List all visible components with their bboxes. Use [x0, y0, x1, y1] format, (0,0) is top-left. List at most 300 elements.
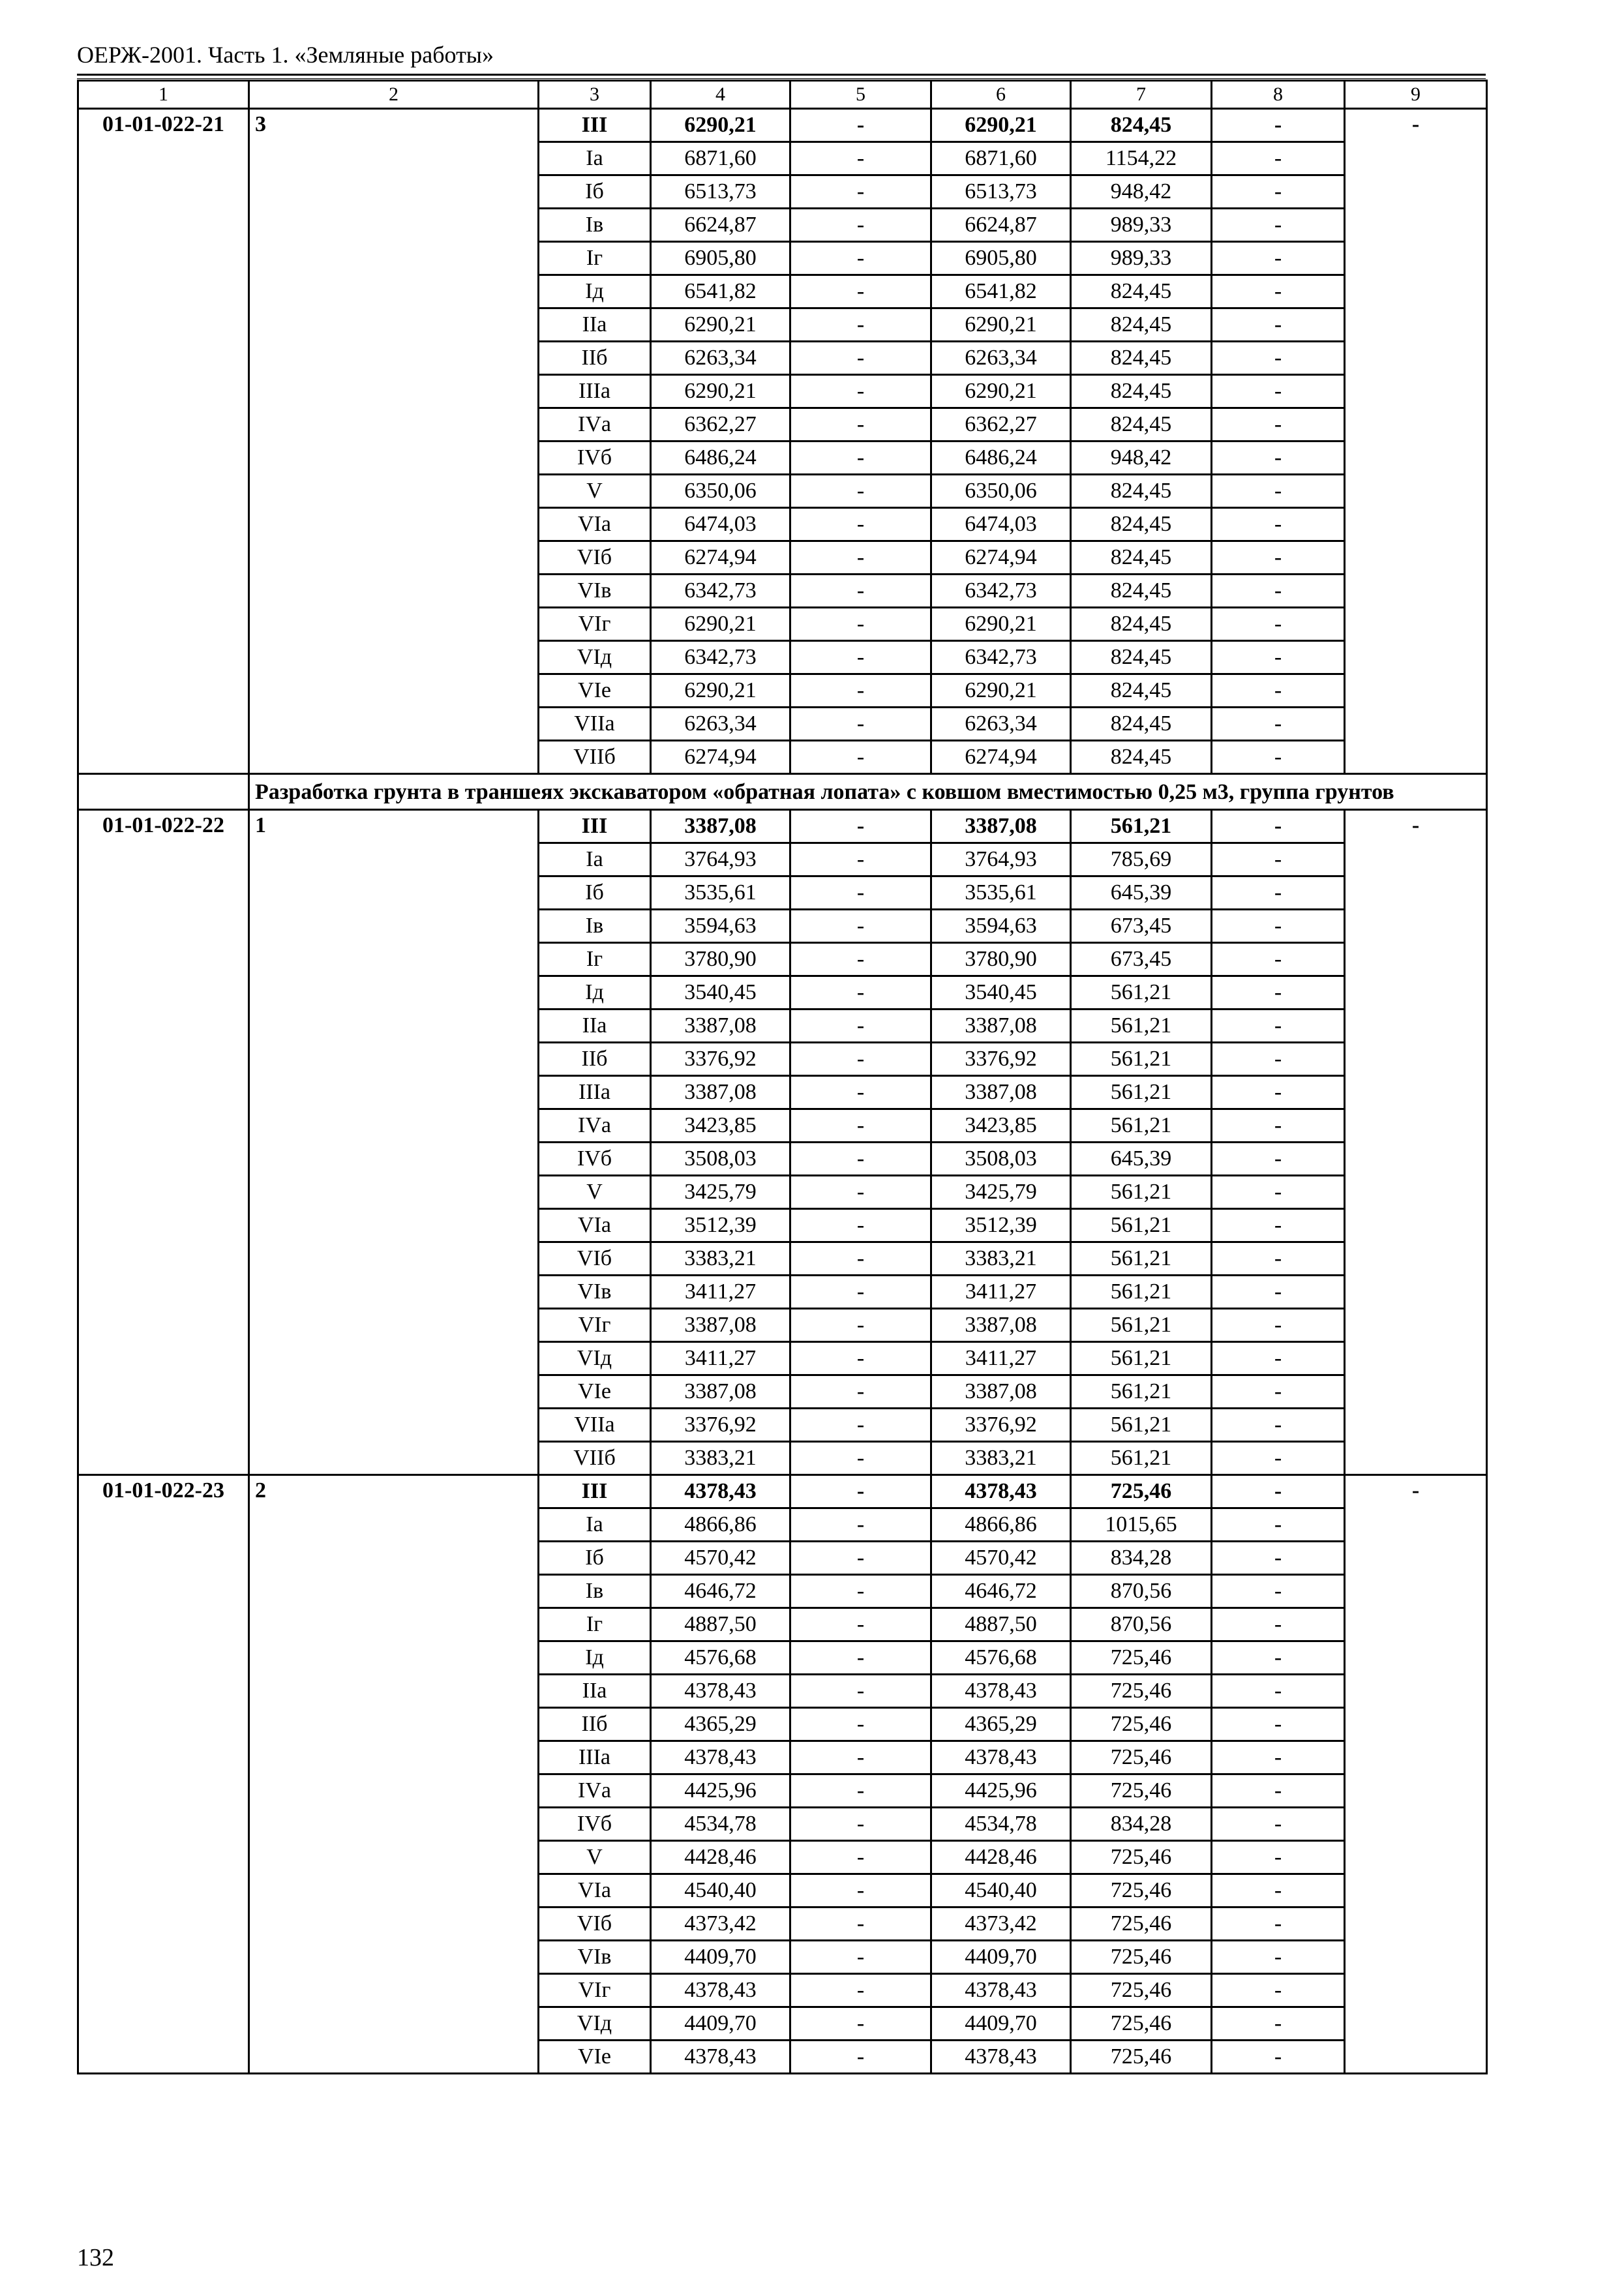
machine-cost: 6290,21: [931, 608, 1071, 641]
soil-group: V: [539, 1841, 651, 1874]
soil-group: VIб: [539, 1908, 651, 1941]
column-5-value: -: [790, 342, 931, 375]
column-5-value: -: [790, 1242, 931, 1276]
column-7-value: 725,46: [1071, 2041, 1212, 2074]
machine-cost: 6263,34: [931, 342, 1071, 375]
column-7-value: 561,21: [1071, 1409, 1212, 1442]
column-5-value: -: [790, 1941, 931, 1974]
column-8-value: -: [1212, 408, 1345, 441]
column-header-2: 2: [249, 81, 539, 109]
column-8-value: -: [1212, 1741, 1345, 1774]
column-5-value: -: [790, 1109, 931, 1143]
machine-cost: 3411,27: [931, 1342, 1071, 1375]
column-5-value: -: [790, 175, 931, 209]
column-8-value: -: [1212, 608, 1345, 641]
machine-cost: 4365,29: [931, 1708, 1071, 1741]
soil-group: VIг: [539, 1974, 651, 2007]
table-row: [78, 109, 1487, 142]
machine-cost: 6274,94: [931, 741, 1071, 774]
column-5-value: -: [790, 876, 931, 910]
machine-cost: 3383,21: [931, 1442, 1071, 1475]
column-8-value: -: [1212, 1774, 1345, 1808]
column-5-value: -: [790, 1874, 931, 1908]
column-7-value: 725,46: [1071, 1974, 1212, 2007]
total-cost: 4409,70: [651, 2007, 790, 2041]
column-5-value: -: [790, 1974, 931, 2007]
soil-group: VIд: [539, 641, 651, 674]
soil-group: Iб: [539, 1542, 651, 1575]
total-cost: 3383,21: [651, 1442, 790, 1475]
column-5-value: -: [790, 275, 931, 308]
column-8-value: -: [1212, 441, 1345, 475]
soil-group: VIе: [539, 674, 651, 708]
total-cost: 6274,94: [651, 541, 790, 575]
column-9-value: -: [1345, 1475, 1487, 2074]
machine-cost: 3387,08: [931, 1010, 1071, 1043]
column-header-row: [78, 81, 1487, 109]
column-5-value: -: [790, 976, 931, 1010]
column-8-value: -: [1212, 1309, 1345, 1342]
section-spacer: [78, 774, 249, 810]
machine-cost: 3387,08: [931, 1309, 1071, 1342]
column-8-value: -: [1212, 1143, 1345, 1176]
total-cost: 6290,21: [651, 109, 790, 142]
column-7-value: 785,69: [1071, 843, 1212, 876]
soil-group: IIа: [539, 1010, 651, 1043]
column-8-value: -: [1212, 475, 1345, 508]
column-8-value: -: [1212, 1941, 1345, 1974]
soil-group: VIа: [539, 1874, 651, 1908]
total-cost: 4373,42: [651, 1908, 790, 1941]
column-5-value: -: [790, 1542, 931, 1575]
column-8-value: -: [1212, 1675, 1345, 1708]
soil-group: Iа: [539, 843, 651, 876]
column-7-value: 824,45: [1071, 475, 1212, 508]
column-8-value: -: [1212, 1276, 1345, 1309]
total-cost: 3425,79: [651, 1176, 790, 1209]
soil-group: IVб: [539, 1808, 651, 1841]
column-header-5: 5: [790, 81, 931, 109]
header-rule: [77, 74, 1486, 76]
column-5-value: -: [790, 375, 931, 408]
machine-cost: 3535,61: [931, 876, 1071, 910]
column-7-value: 989,33: [1071, 242, 1212, 275]
machine-cost: 6290,21: [931, 375, 1071, 408]
soil-group: Iв: [539, 209, 651, 242]
column-7-value: 725,46: [1071, 1741, 1212, 1774]
column-7-value: 725,46: [1071, 1908, 1212, 1941]
column-9-value: -: [1345, 810, 1487, 1475]
soil-group: IIIа: [539, 1741, 651, 1774]
column-8-value: -: [1212, 1043, 1345, 1076]
machine-cost: 4866,86: [931, 1508, 1071, 1542]
rates-table: [77, 80, 1488, 2074]
machine-cost: 4378,43: [931, 1741, 1071, 1774]
column-8-value: -: [1212, 1641, 1345, 1675]
column-8-value: -: [1212, 2041, 1345, 2074]
machine-cost: 6541,82: [931, 275, 1071, 308]
column-5-value: -: [790, 708, 931, 741]
total-cost: 6350,06: [651, 475, 790, 508]
column-8-value: -: [1212, 1575, 1345, 1608]
soil-group: VIIа: [539, 708, 651, 741]
total-cost: 3594,63: [651, 910, 790, 943]
soil-group: VIе: [539, 2041, 651, 2074]
total-cost: 3508,03: [651, 1143, 790, 1176]
column-8-value: -: [1212, 508, 1345, 541]
column-7-value: 725,46: [1071, 1841, 1212, 1874]
column-8-value: -: [1212, 1708, 1345, 1741]
column-8-value: -: [1212, 976, 1345, 1010]
total-cost: 3780,90: [651, 943, 790, 976]
machine-cost: 4373,42: [931, 1908, 1071, 1941]
column-7-value: 673,45: [1071, 910, 1212, 943]
machine-cost: 6624,87: [931, 209, 1071, 242]
column-8-value: -: [1212, 876, 1345, 910]
column-8-value: -: [1212, 641, 1345, 674]
soil-group: VIе: [539, 1375, 651, 1409]
column-5-value: -: [790, 1641, 931, 1675]
total-cost: 4540,40: [651, 1874, 790, 1908]
soil-group: IVа: [539, 1774, 651, 1808]
total-cost: 4646,72: [651, 1575, 790, 1608]
soil-group: VIв: [539, 1941, 651, 1974]
column-8-value: -: [1212, 2007, 1345, 2041]
column-8-value: -: [1212, 1409, 1345, 1442]
total-cost: 6905,80: [651, 242, 790, 275]
column-7-value: 824,45: [1071, 275, 1212, 308]
total-cost: 3376,92: [651, 1043, 790, 1076]
column-5-value: -: [790, 1608, 931, 1641]
total-cost: 4866,86: [651, 1508, 790, 1542]
machine-cost: 4409,70: [931, 2007, 1071, 2041]
machine-cost: 6290,21: [931, 308, 1071, 342]
total-cost: 6486,24: [651, 441, 790, 475]
column-8-value: -: [1212, 843, 1345, 876]
column-header-7: 7: [1071, 81, 1212, 109]
column-8-value: -: [1212, 1808, 1345, 1841]
column-5-value: -: [790, 541, 931, 575]
column-7-value: 561,21: [1071, 1342, 1212, 1375]
column-7-value: 561,21: [1071, 1176, 1212, 1209]
soil-group: IVб: [539, 441, 651, 475]
column-7-value: 561,21: [1071, 1076, 1212, 1109]
column-8-value: -: [1212, 1010, 1345, 1043]
column-7-value: 1015,65: [1071, 1508, 1212, 1542]
column-header-6: 6: [931, 81, 1071, 109]
total-cost: 6290,21: [651, 375, 790, 408]
soil-group: VIд: [539, 1342, 651, 1375]
column-8-value: -: [1212, 1542, 1345, 1575]
column-5-value: -: [790, 1675, 931, 1708]
soil-group: Iг: [539, 943, 651, 976]
total-cost: 4534,78: [651, 1808, 790, 1841]
machine-cost: 6342,73: [931, 641, 1071, 674]
column-5-value: -: [790, 209, 931, 242]
column-header-9: 9: [1345, 81, 1487, 109]
machine-cost: 4646,72: [931, 1575, 1071, 1608]
soil-group: III: [539, 109, 651, 142]
total-cost: 4570,42: [651, 1542, 790, 1575]
total-cost: 4378,43: [651, 1741, 790, 1774]
column-7-value: 824,45: [1071, 508, 1212, 541]
column-5-value: -: [790, 441, 931, 475]
machine-cost: 6263,34: [931, 708, 1071, 741]
column-8-value: -: [1212, 375, 1345, 408]
machine-cost: 6290,21: [931, 674, 1071, 708]
total-cost: 6474,03: [651, 508, 790, 541]
column-8-value: -: [1212, 1874, 1345, 1908]
machine-cost: 6905,80: [931, 242, 1071, 275]
total-cost: 6290,21: [651, 308, 790, 342]
soil-group: VIа: [539, 508, 651, 541]
column-5-value: -: [790, 843, 931, 876]
column-5-value: -: [790, 2007, 931, 2041]
machine-cost: 3594,63: [931, 910, 1071, 943]
column-8-value: -: [1212, 1475, 1345, 1508]
column-7-value: 725,46: [1071, 1641, 1212, 1675]
column-8-value: -: [1212, 1442, 1345, 1475]
soil-group: IIа: [539, 308, 651, 342]
column-5-value: -: [790, 1741, 931, 1774]
total-cost: 4887,50: [651, 1608, 790, 1641]
machine-cost: 3423,85: [931, 1109, 1071, 1143]
column-5-value: -: [790, 1276, 931, 1309]
rate-code: 01-01-022-23: [78, 1475, 249, 2074]
column-7-value: 870,56: [1071, 1608, 1212, 1641]
column-8-value: -: [1212, 1109, 1345, 1143]
column-7-value: 834,28: [1071, 1542, 1212, 1575]
total-cost: 3387,08: [651, 810, 790, 843]
soil-group: Iг: [539, 242, 651, 275]
column-7-value: 948,42: [1071, 175, 1212, 209]
column-7-value: 561,21: [1071, 1375, 1212, 1409]
page-header: ОЕРЖ-2001. Часть 1. «Земляные работы»: [77, 42, 494, 68]
machine-cost: 6290,21: [931, 109, 1071, 142]
column-5-value: -: [790, 308, 931, 342]
column-5-value: -: [790, 1808, 931, 1841]
soil-group: IVа: [539, 1109, 651, 1143]
total-cost: 3512,39: [651, 1209, 790, 1242]
rate-code: 01-01-022-21: [78, 109, 249, 774]
column-8-value: -: [1212, 1242, 1345, 1276]
column-5-value: -: [790, 810, 931, 843]
column-7-value: 824,45: [1071, 342, 1212, 375]
column-8-value: -: [1212, 1908, 1345, 1941]
total-cost: 4378,43: [651, 2041, 790, 2074]
soil-group: Iг: [539, 1608, 651, 1641]
column-5-value: -: [790, 641, 931, 674]
machine-cost: 4887,50: [931, 1608, 1071, 1641]
soil-group: IVб: [539, 1143, 651, 1176]
column-9-value: -: [1345, 109, 1487, 774]
column-7-value: 673,45: [1071, 943, 1212, 976]
column-7-value: 561,21: [1071, 1043, 1212, 1076]
total-cost: 3387,08: [651, 1309, 790, 1342]
soil-group: Iб: [539, 175, 651, 209]
soil-group: IIа: [539, 1675, 651, 1708]
column-2-value: 2: [249, 1475, 539, 2074]
column-5-value: -: [790, 1010, 931, 1043]
total-cost: 4378,43: [651, 1974, 790, 2007]
total-cost: 6362,27: [651, 408, 790, 441]
column-8-value: -: [1212, 1508, 1345, 1542]
column-5-value: -: [790, 1442, 931, 1475]
soil-group: Iд: [539, 275, 651, 308]
machine-cost: 3387,08: [931, 1375, 1071, 1409]
machine-cost: 3764,93: [931, 843, 1071, 876]
column-7-value: 645,39: [1071, 1143, 1212, 1176]
column-8-value: -: [1212, 1974, 1345, 2007]
column-7-value: 561,21: [1071, 810, 1212, 843]
column-5-value: -: [790, 1309, 931, 1342]
column-7-value: 561,21: [1071, 1276, 1212, 1309]
soil-group: V: [539, 1176, 651, 1209]
machine-cost: 4378,43: [931, 1675, 1071, 1708]
column-7-value: 725,46: [1071, 1708, 1212, 1741]
soil-group: Iв: [539, 1575, 651, 1608]
header-rule-thin: [77, 78, 1486, 79]
column-5-value: -: [790, 1475, 931, 1508]
table-body: [78, 81, 1487, 2074]
column-7-value: 725,46: [1071, 2007, 1212, 2041]
column-7-value: 561,21: [1071, 1109, 1212, 1143]
total-cost: 4409,70: [651, 1941, 790, 1974]
column-8-value: -: [1212, 1841, 1345, 1874]
column-7-value: 948,42: [1071, 441, 1212, 475]
total-cost: 6274,94: [651, 741, 790, 774]
machine-cost: 4378,43: [931, 2041, 1071, 2074]
total-cost: 6541,82: [651, 275, 790, 308]
total-cost: 6342,73: [651, 641, 790, 674]
soil-group: VIIа: [539, 1409, 651, 1442]
machine-cost: 4428,46: [931, 1841, 1071, 1874]
column-5-value: -: [790, 1342, 931, 1375]
soil-group: VIIб: [539, 741, 651, 774]
soil-group: Iд: [539, 976, 651, 1010]
column-5-value: -: [790, 1841, 931, 1874]
total-cost: 3540,45: [651, 976, 790, 1010]
soil-group: IIб: [539, 342, 651, 375]
machine-cost: 3376,92: [931, 1409, 1071, 1442]
total-cost: 3387,08: [651, 1076, 790, 1109]
column-header-3: 3: [539, 81, 651, 109]
column-7-value: 561,21: [1071, 1442, 1212, 1475]
soil-group: IIб: [539, 1043, 651, 1076]
soil-group: V: [539, 475, 651, 508]
total-cost: 4425,96: [651, 1774, 790, 1808]
machine-cost: 3780,90: [931, 943, 1071, 976]
column-7-value: 725,46: [1071, 1874, 1212, 1908]
column-5-value: -: [790, 1076, 931, 1109]
machine-cost: 3411,27: [931, 1276, 1071, 1309]
total-cost: 6263,34: [651, 342, 790, 375]
soil-group: VIг: [539, 608, 651, 641]
total-cost: 6513,73: [651, 175, 790, 209]
rate-code: 01-01-022-22: [78, 810, 249, 1475]
column-5-value: -: [790, 1209, 931, 1242]
column-7-value: 870,56: [1071, 1575, 1212, 1608]
machine-cost: 3376,92: [931, 1043, 1071, 1076]
column-header-4: 4: [651, 81, 790, 109]
table-row: [78, 1475, 1487, 1508]
column-8-value: -: [1212, 910, 1345, 943]
column-5-value: -: [790, 1375, 931, 1409]
machine-cost: 4378,43: [931, 1974, 1071, 2007]
total-cost: 3411,27: [651, 1342, 790, 1375]
total-cost: 6871,60: [651, 142, 790, 175]
soil-group: IIIа: [539, 1076, 651, 1109]
total-cost: 4365,29: [651, 1708, 790, 1741]
column-7-value: 824,45: [1071, 708, 1212, 741]
soil-group: III: [539, 1475, 651, 1508]
soil-group: VIд: [539, 2007, 651, 2041]
total-cost: 3387,08: [651, 1375, 790, 1409]
column-8-value: -: [1212, 708, 1345, 741]
column-7-value: 824,45: [1071, 408, 1212, 441]
column-5-value: -: [790, 1575, 931, 1608]
column-5-value: -: [790, 1143, 931, 1176]
soil-group: IIIа: [539, 375, 651, 408]
machine-cost: 3540,45: [931, 976, 1071, 1010]
total-cost: 3535,61: [651, 876, 790, 910]
total-cost: 6290,21: [651, 608, 790, 641]
column-7-value: 824,45: [1071, 674, 1212, 708]
machine-cost: 6350,06: [931, 475, 1071, 508]
total-cost: 6342,73: [651, 575, 790, 608]
soil-group: VIв: [539, 1276, 651, 1309]
total-cost: 6263,34: [651, 708, 790, 741]
soil-group: Iд: [539, 1641, 651, 1675]
column-8-value: -: [1212, 741, 1345, 774]
column-5-value: -: [790, 475, 931, 508]
column-7-value: 561,21: [1071, 1242, 1212, 1276]
total-cost: 3423,85: [651, 1109, 790, 1143]
column-5-value: -: [790, 408, 931, 441]
column-8-value: -: [1212, 342, 1345, 375]
soil-group: Iа: [539, 142, 651, 175]
column-7-value: 561,21: [1071, 1209, 1212, 1242]
column-5-value: -: [790, 109, 931, 142]
column-5-value: -: [790, 608, 931, 641]
column-7-value: 725,46: [1071, 1774, 1212, 1808]
column-8-value: -: [1212, 1375, 1345, 1409]
column-7-value: 824,45: [1071, 575, 1212, 608]
column-7-value: 824,45: [1071, 741, 1212, 774]
column-header-8: 8: [1212, 81, 1345, 109]
column-7-value: 989,33: [1071, 209, 1212, 242]
machine-cost: 4534,78: [931, 1808, 1071, 1841]
soil-group: IVа: [539, 408, 651, 441]
soil-group: III: [539, 810, 651, 843]
column-7-value: 725,46: [1071, 1475, 1212, 1508]
column-8-value: -: [1212, 541, 1345, 575]
machine-cost: 3383,21: [931, 1242, 1071, 1276]
total-cost: 4428,46: [651, 1841, 790, 1874]
total-cost: 4576,68: [651, 1641, 790, 1675]
machine-cost: 4576,68: [931, 1641, 1071, 1675]
soil-group: Iб: [539, 876, 651, 910]
machine-cost: 4570,42: [931, 1542, 1071, 1575]
soil-group: VIб: [539, 1242, 651, 1276]
column-5-value: -: [790, 910, 931, 943]
column-5-value: -: [790, 1908, 931, 1941]
total-cost: 4378,43: [651, 1675, 790, 1708]
column-5-value: -: [790, 1176, 931, 1209]
machine-cost: 3387,08: [931, 1076, 1071, 1109]
total-cost: 3383,21: [651, 1242, 790, 1276]
machine-cost: 3425,79: [931, 1176, 1071, 1209]
